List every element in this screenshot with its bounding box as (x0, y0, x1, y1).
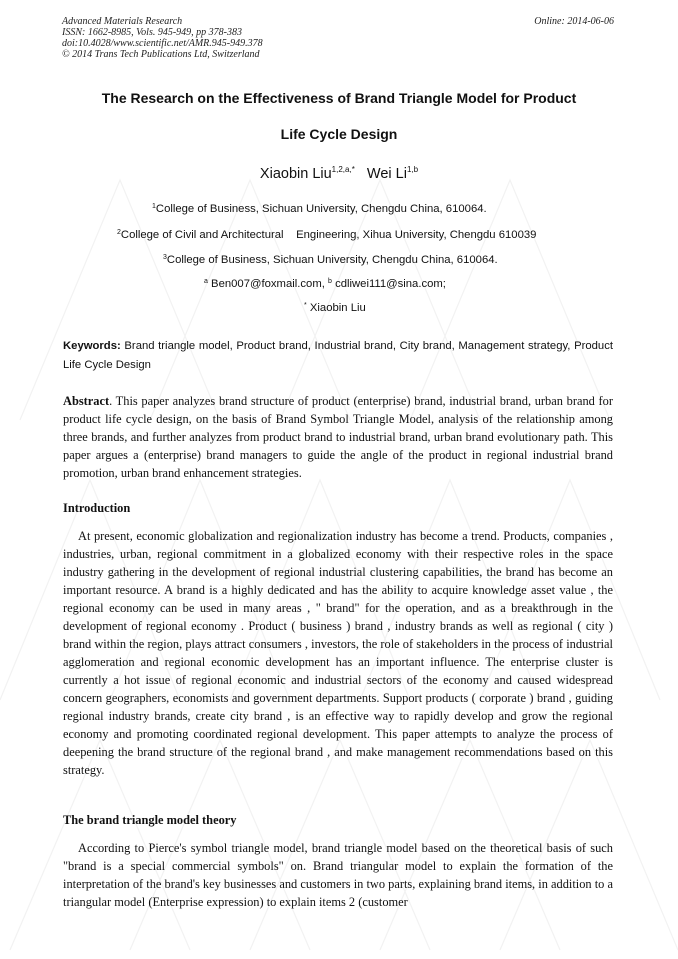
author-line (0, 165, 678, 182)
author-2-sup: 1,b (406, 165, 419, 174)
online-date: Online: 2014-06-06 (534, 16, 614, 27)
abstract-label: Abstract (63, 394, 110, 408)
theory-heading: The brand triangle model theory (63, 813, 237, 827)
affiliation-1: $^1$College of Business, Sichuan University, Chengdu China, 610064. (152, 203, 487, 215)
keywords-text: Brand triangle model, Product brand, Industrial brand, City brand, Management strategy, Product Life Cycle Design (63, 340, 613, 371)
email-b: cdliwei111@sina.com; (335, 278, 446, 290)
doi-line: doi:10.4028/www.scientific.net/AMR.945-949.378 (62, 38, 263, 49)
abstract-block (63, 392, 613, 482)
journal-name: Advanced Materials Research (62, 16, 183, 27)
abstract-text: . This paper analyzes brand structure of product (enterprise) brand, industrial brand, urban brand for product life cycle design, on the basis of Brand Symbol Triangle Model, analysis of the relationship among three brands, and further analyzes from product brand to industrial brand, urban brand evolutionary path. This paper argues a (enterprise) brand managers to guide the angle of the product in regional industrial brand promotion, urban brand enhancement strategies. (63, 394, 613, 480)
affiliation-2: $^2$College of Civil and Architectural Engineering, Xihua University, Chengdu 610039 (117, 229, 537, 241)
author-1-sup: 1,2,a,* (331, 165, 355, 174)
author-2-name: Wei Li (366, 165, 407, 182)
email-line: $^a$ Ben007@foxmail.com, $^b$ cdliwei111@sina.com; (204, 278, 446, 290)
corresponding-author: * Xiaobin Liu (304, 302, 366, 314)
journal-header (62, 16, 263, 60)
keywords-block (63, 337, 613, 375)
theory-paragraph: According to Pierce's symbol triangle model, brand triangle model based on the theoretical basis of such "brand is a special commercial symbols" on. Brand triangular model to explain the formation of the interpretation of the brand's key businesses and customers in two parts, explaining brand items, in addition to a triangular model (Enterprise expression) to explain items 2 (customer (63, 841, 613, 909)
affiliation-3: $^3$College of Business, Sichuan University, Chengdu China, 610064. (163, 254, 498, 266)
paper-title-line1: The Research on the Effectiveness of Brand Triangle Model for Product (101, 90, 577, 106)
keywords-label: Keywords: (63, 340, 121, 352)
paper-title-line2: Life Cycle Design (280, 126, 398, 142)
email-a: Ben007@foxmail.com, (211, 278, 325, 290)
introduction-heading: Introduction (63, 501, 131, 515)
introduction-paragraph: At present, economic globalization and regionalization industry has become a trend. Products, companies , industries, urban, regional commitment in a globalized economy with their respective roles in the space industry gathering in the development of regional industrial clustering capabilities, the brand has become an important resource. A brand is a highly dedicated and has the ability to acquire knowledge asset value , the regional economy can be used in many areas , " brand" for the operation, and as a breakthrough in the development of regional economy . Product ( business ) brand , industry brands as well as regional ( city ) brand within the region, plays attract consumers , investors, the role of stakeholders in the process of industrial agglomeration and regional economic development has an important influence. The enterprise cluster is currently a hot issue of regional economic and industrial sectors of the economy and caused widespread concern geographers, economists and government departments. Support products ( corporate ) brand , guiding regional industry brands, create city brand , is an effective way to rapidly develop and grow the regional economy and promoting coordinated regional development. This paper attempts to analyze the process of deepening the brand structure of the regional brand , and make management recommendations based on this strategy. (63, 529, 613, 777)
author-1-name: Xiaobin Liu (259, 165, 332, 182)
issn-line: ISSN: 1662-8985, Vols. 945-949, pp 378-383 (62, 27, 242, 38)
copyright-line: © 2014 Trans Tech Publications Ltd, Switzerland (62, 49, 260, 60)
